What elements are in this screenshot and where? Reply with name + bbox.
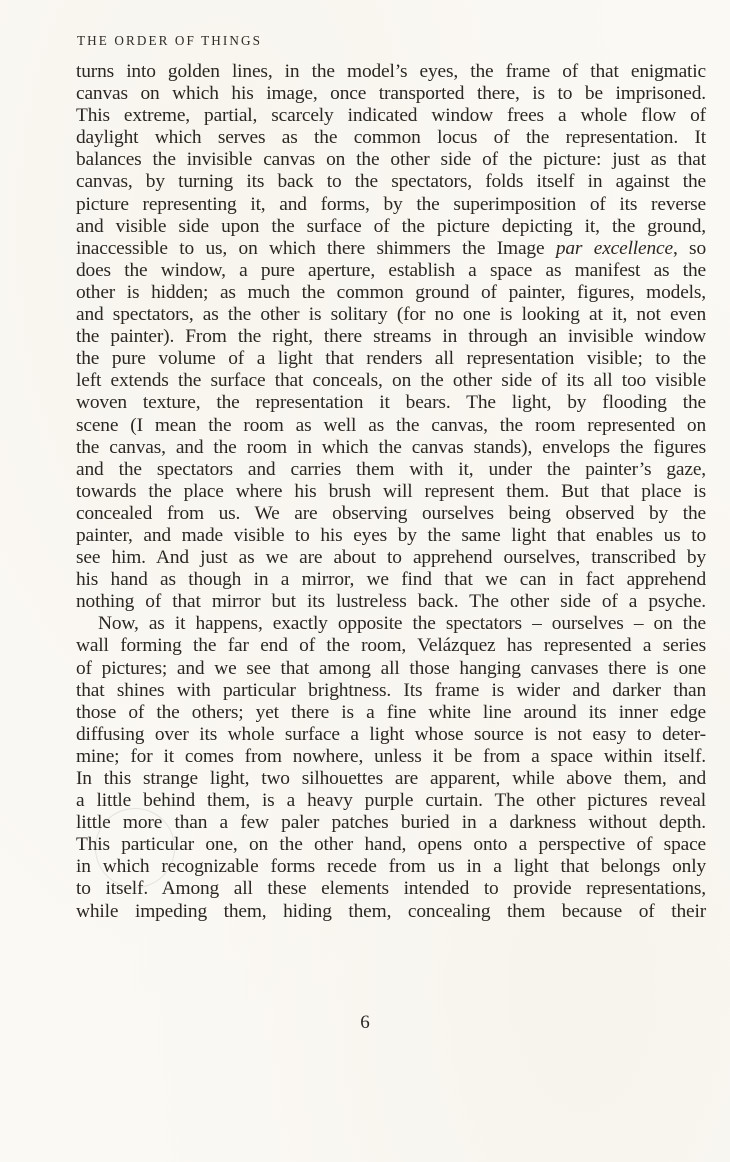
text-line: while impeding them, hiding them, concealing them because of their [76, 900, 706, 922]
text-line: canvas, by turning its back to the spectators, folds itself in against the [76, 171, 706, 193]
text-line: and the spectators and carries them with it, under the painter’s gaze, [76, 458, 706, 480]
text-line: that shines with particular brightness. Its frame is wider and darker than [76, 679, 706, 701]
text-line: little more than a few paler patches buried in a darkness without depth. [76, 812, 706, 834]
page-number: 6 [360, 1012, 370, 1033]
text-line: does the window, a pure aperture, establish a space as manifest as the [76, 259, 706, 281]
text-line: the pure volume of a light that renders all representation visible; to the [76, 348, 706, 370]
running-head: THE ORDER OF THINGS [77, 33, 263, 48]
body-text [76, 61, 706, 923]
text-line: daylight which serves as the common locus of the representation. It [76, 127, 706, 149]
text-line: canvas on which his image, once transported there, is to be imprisoned. [76, 83, 706, 105]
text-line: his hand as though in a mirror, we find that we can in fact apprehend [76, 569, 706, 591]
text-line: and visible side upon the surface of the picture depicting it, the ground, [76, 215, 706, 237]
text-line: balances the invisible canvas on the other side of the picture: just as that [76, 149, 706, 171]
text-line: picture representing it, and forms, by the superimposition of its reverse [76, 193, 706, 215]
text-line: in which recognizable forms recede from us in a light that belongs only [76, 856, 706, 878]
text-line: the canvas, and the room in which the canvas stands), envelops the figures [76, 436, 706, 458]
text-line: of pictures; and we see that among all those hanging canvases there is one [76, 657, 706, 679]
text-line: those of the others; yet there is a fine white line around its inner edge [76, 701, 706, 723]
text-line: In this strange light, two silhouettes are apparent, while above them, and [76, 768, 706, 789]
text-line: towards the place where his brush will represent them. But that place is [76, 480, 706, 502]
text-line: see him. And just as we are about to apprehend ourselves, transcribed by [76, 547, 706, 569]
text-segment: inaccessible to us, on which there shimmers the Image [76, 237, 556, 259]
text-line: other is hidden; as much the common ground of painter, figures, models, [76, 281, 706, 303]
italic-phrase: par excellence [555, 237, 673, 259]
text-line: the painter). From the right, there streams in through an invisible window [76, 326, 706, 348]
text-line: a little behind them, is a heavy purple curtain. The other pictures reveal [76, 790, 706, 812]
text-line: mine; for it comes from nowhere, unless it be from a space within itself. [76, 745, 706, 767]
text-line: woven texture, the representation it bears. The light, by flooding the [76, 392, 706, 414]
text-line: and spectators, as the other is solitary (for no one is looking at it, not even [76, 304, 706, 326]
text-line [76, 238, 706, 260]
text-segment: , so [672, 237, 706, 259]
text-line: turns into golden lines, in the model’s eyes, the frame of that enigmatic [76, 61, 706, 82]
text-line: diffusing over its whole surface a light whose source is not easy to deter- [76, 723, 706, 745]
text-line: Now, as it happens, exactly opposite the spectators – ourselves – on the [98, 613, 706, 635]
text-line: concealed from us. We are observing ourselves being observed by the [76, 502, 706, 524]
text-line: nothing of that mirror but its lustreless back. The other side of a psyche. [76, 591, 706, 613]
text-line: This extreme, partial, scarcely indicated window frees a whole flow of [76, 105, 706, 127]
text-line: painter, and made visible to his eyes by the same light that enables us to [76, 524, 706, 546]
text-line: wall forming the far end of the room, Velázquez has represented a series [76, 635, 706, 657]
text-line: to itself. Among all these elements intended to provide representations, [76, 878, 706, 900]
text-line: left extends the surface that conceals, on the other side of its all too visible [76, 370, 706, 392]
text-line: This particular one, on the other hand, opens onto a perspective of space [76, 834, 706, 856]
text-line: scene (I mean the room as well as the canvas, the room represented on [76, 414, 706, 436]
